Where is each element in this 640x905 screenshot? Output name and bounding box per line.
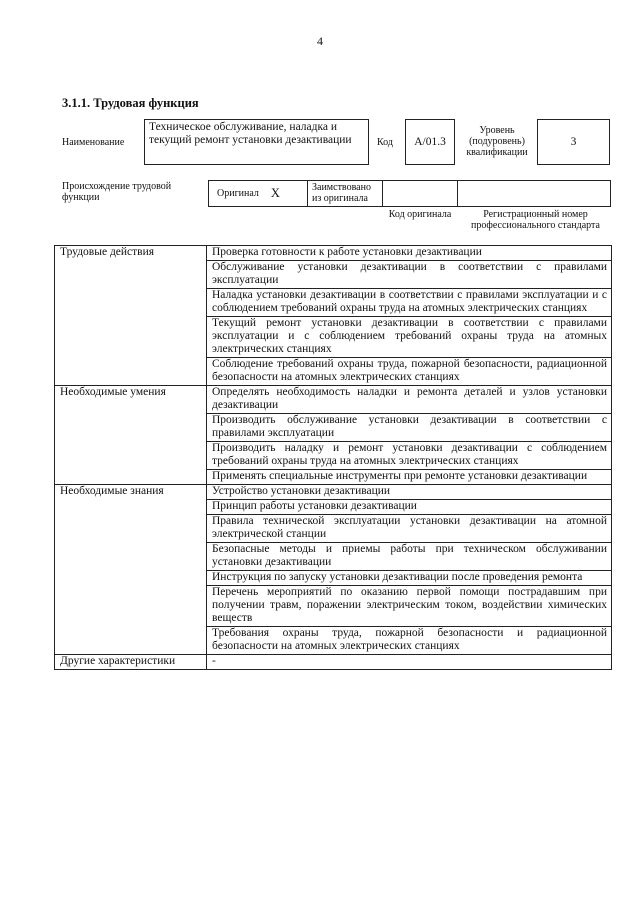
table-cell: Проверка готовности к работе установки дезактивации [207, 246, 612, 261]
original-box [208, 180, 308, 207]
table-row [55, 655, 612, 670]
original-label: Оригинал [217, 188, 259, 199]
section-label: Необходимые знания [55, 485, 207, 655]
table-cell: Обслуживание установки дезактивации в соответствии с правилами эксплуатации [207, 261, 612, 289]
table-cell: Соблюдение требований охраны труда, пожарной безопасности, радиационной безопасности на атомных электрических станциях [207, 358, 612, 386]
table-cell: Производить наладку и ремонт установки дезактивации с соблюдением требований охраны труда на атомных электрических станциях [207, 442, 612, 470]
table-cell: Текущий ремонт установки дезактивации в соответствии с правилами эксплуатации и с соблюдением требований охраны труда на атомных электрических станциях [207, 317, 612, 358]
table-row [55, 485, 612, 500]
name-value: Техническое обслуживание, наладка и текущий ремонт установки дезактивации [149, 121, 352, 146]
section-label: Другие характеристики [55, 655, 207, 670]
table-row [55, 246, 612, 261]
table-cell: Принцип работы установки дезактивации [207, 500, 612, 515]
table-cell: Безопасные методы и приемы работы при техническом обслуживании установки дезактивации [207, 543, 612, 571]
code-value: A/01.3 [414, 135, 446, 148]
table-cell: Устройство установки дезактивации [207, 485, 612, 500]
code-value-box [405, 119, 455, 165]
section-label: Необходимые умения [55, 386, 207, 485]
table-cell: Определять необходимость наладки и ремонта деталей и узлов установки дезактивации [207, 386, 612, 414]
level-label: Уровень (подуровень) квалификации [466, 125, 528, 158]
table-cell: Требования охраны труда, пожарной безопасности и радиационной безопасности на атомных электрических станциях [207, 627, 612, 655]
table-cell: Перечень мероприятий по оказанию первой помощи пострадавшим при получении травм, поражении электрическим током, воздействии химических веществ [207, 586, 612, 627]
table-cell: Инструкция по запуску установки дезактивации после проведения ремонта [207, 571, 612, 586]
name-label: Наименование [62, 137, 125, 148]
table-row [55, 386, 612, 414]
original-mark: X [270, 186, 280, 200]
name-value-box [144, 119, 369, 165]
level-value-box [537, 119, 610, 165]
reg-number-box [457, 180, 611, 207]
section-title: 3.1.1. Трудовая функция [62, 96, 199, 110]
reg-number-label: Регистрационный номер профессионального стандарта [471, 209, 600, 231]
table-cell: Производить обслуживание установки дезактивации в соответствии с правилами эксплуатации [207, 414, 612, 442]
table-cell: Применять специальные инструменты при ремонте установки дезактивации [207, 470, 612, 485]
borrowed-box [307, 180, 383, 207]
origin-label: Происхождение трудовой функции [62, 181, 172, 203]
page-number: 4 [317, 34, 323, 48]
borrowed-label: Заимствовано из оригинала [312, 182, 371, 204]
table-cell: - [207, 655, 612, 670]
table-cell: Наладка установки дезактивации в соответствии с правилами эксплуатации и с соблюдением требований охраны труда на атомных электрических станциях [207, 289, 612, 317]
section-label: Трудовые действия [55, 246, 207, 386]
code-original-label: Код оригинала [388, 209, 452, 220]
code-original-box [382, 180, 458, 207]
code-label: Код [377, 137, 393, 148]
function-table [54, 245, 612, 670]
table-cell: Правила технической эксплуатации установки дезактивации на атомной электрической станции [207, 515, 612, 543]
level-value: 3 [570, 135, 577, 148]
